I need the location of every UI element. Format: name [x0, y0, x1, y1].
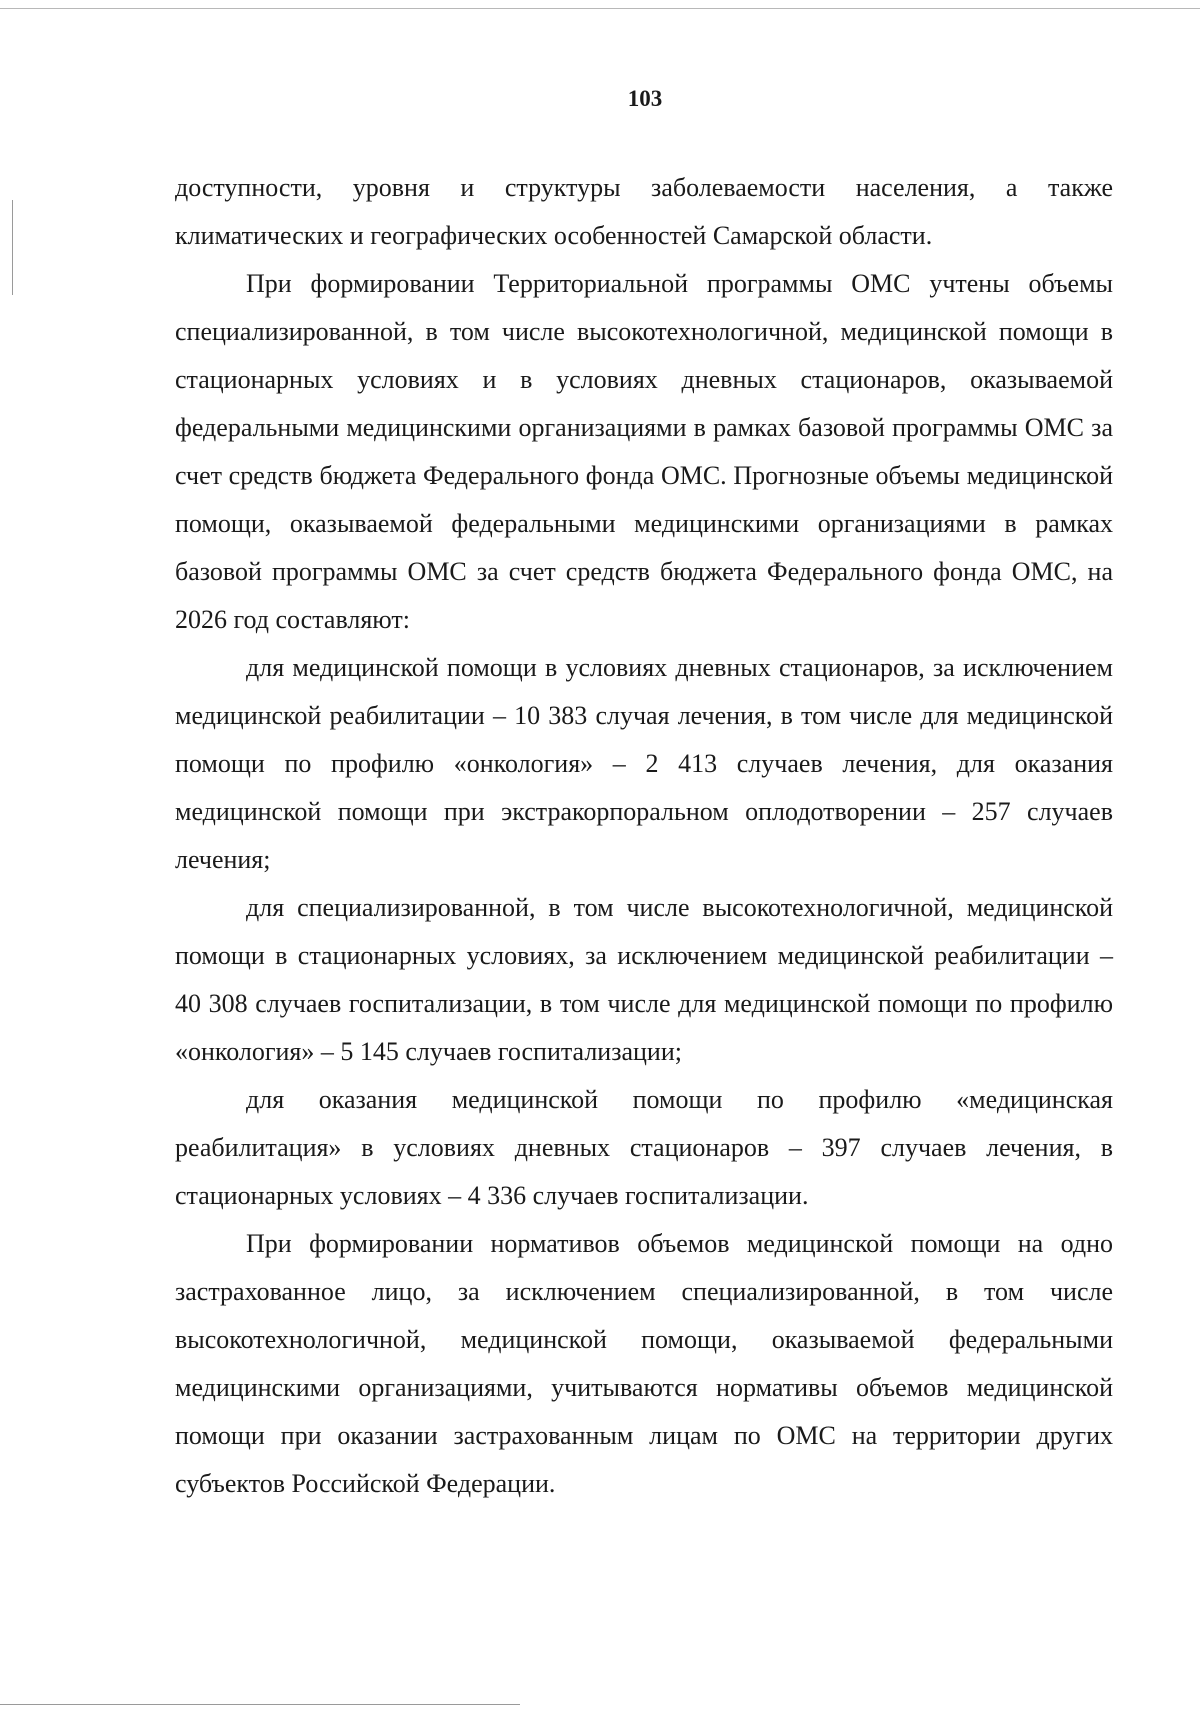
paragraph-norms: При формировании нормативов объемов медицинской помощи на одно застрахованное лицо, за исключением специализированной, в том числе высокотехнологичной, медицинской помощи, оказываемой федеральными медицинскими организациями, учитываются нормативы объемов медицинской помощи при оказании застрахованным лицам по ОМС на территории других субъектов Российской Федерации. [175, 1229, 1113, 1498]
scan-edge-top [0, 8, 1200, 9]
page-number: 103 [627, 86, 663, 111]
paragraph-day-hospital: для медицинской помощи в условиях дневных стационаров, за исключением медицинской реабилитации – 10 383 случая лечения, в том числе для медицинской помощи по профилю «онкология» – 2 413 случаев лечения, для оказания медицинской помощи при экстракорпоральном оплодотворении – 257 случаев лечения; [175, 653, 1113, 874]
paragraph-federal-volumes: При формировании Территориальной программы ОМС учтены объемы специализированной, в том числе высокотехнологичной, медицинской помощи в стационарных условиях и в условиях дневных стационаров, оказываемой федеральными медицинскими организациями в рамках базовой программы ОМС за счет средств бюджета Федерального фонда ОМС. Прогнозные объемы медицинской помощи, оказываемой федеральными медицинскими организациями в рамках базовой программы ОМС за счет средств бюджета Федерального фонда ОМС, на 2026 год составляют: [175, 269, 1113, 634]
scan-edge-left [12, 200, 13, 295]
paragraph-continuation: доступности, уровня и структуры заболеваемости населения, а также климатических и географических особенностей Самарской области. [175, 173, 1113, 250]
scan-edge-bottom [0, 1704, 520, 1705]
paragraph-inpatient: для специализированной, в том числе высокотехнологичной, медицинской помощи в стационарных условиях, за исключением медицинской реабилитации – 40 308 случаев госпитализации, в том числе для медицинской помощи по профилю «онкология» – 5 145 случаев госпитализации; [175, 893, 1113, 1066]
paragraph-rehabilitation: для оказания медицинской помощи по профилю «медицинская реабилитация» в условиях дневных стационаров – 397 случаев лечения, в стационарных условиях – 4 336 случаев госпитализации. [175, 1085, 1113, 1210]
document-body [175, 164, 1113, 1508]
